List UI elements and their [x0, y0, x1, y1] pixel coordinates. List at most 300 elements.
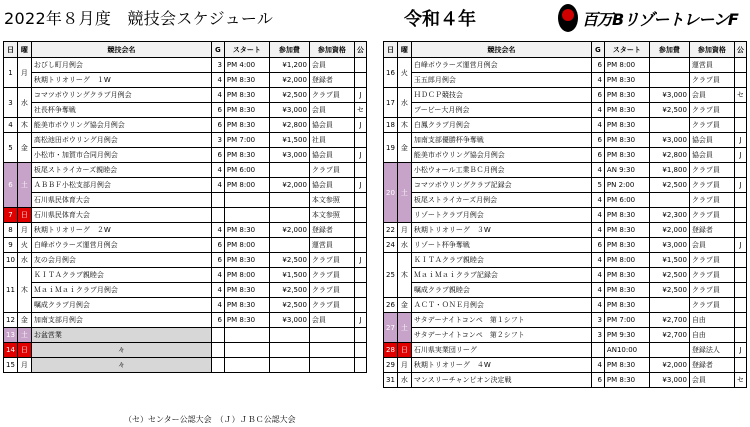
day-cell: 18	[384, 118, 398, 133]
fee-cell	[269, 358, 309, 373]
games-cell: 4	[591, 358, 604, 373]
official-cell: J	[354, 148, 366, 163]
games-cell: 3	[591, 313, 604, 328]
official-cell	[734, 163, 746, 178]
event-name-cell: 々	[31, 343, 211, 358]
event-name-cell: 小松ウォール工業ＢＣ月例会	[411, 163, 591, 178]
event-name-cell: ＡＢＢＦ小松支部月例会	[31, 178, 211, 193]
games-cell: 4	[591, 268, 604, 283]
official-cell	[354, 328, 366, 343]
official-cell: セ	[734, 373, 746, 388]
games-cell: 4	[591, 208, 604, 223]
weekday-cell: 月	[397, 358, 411, 373]
event-name-cell: 嘱成クラブ親睦会	[411, 283, 591, 298]
weekday-cell: 土	[397, 313, 411, 343]
official-cell	[354, 58, 366, 73]
fee-cell: ¥2,500	[649, 103, 689, 118]
schedule-row	[384, 358, 747, 373]
qualification-cell: クラブ員	[309, 88, 354, 103]
page-title: 2022年８月度 競技会スケジュール	[4, 9, 274, 28]
weekday-cell: 火	[397, 58, 411, 88]
weekday-cell: 木	[397, 253, 411, 298]
schedule-row	[384, 148, 747, 163]
event-name-cell: 石川県民体育大会	[31, 193, 211, 208]
schedule-table-right	[383, 41, 747, 388]
qualification-cell: 登録者	[689, 358, 734, 373]
event-name-cell: 友の会月例会	[31, 253, 211, 268]
day-cell: 16	[384, 58, 398, 88]
start-time-cell: PM 8:30	[604, 268, 649, 283]
header-start: スタート	[604, 42, 649, 58]
games-cell: 4	[591, 163, 604, 178]
official-cell: J	[354, 253, 366, 268]
schedule-row	[4, 313, 367, 328]
fee-cell: ¥2,500	[649, 268, 689, 283]
header-qualification: 参加資格	[309, 42, 354, 58]
day-cell: 31	[384, 373, 398, 388]
header-official: 公	[354, 42, 366, 58]
qualification-cell: 本文参照	[309, 193, 354, 208]
event-name-cell: 板尾ストライカーズ月例会	[411, 193, 591, 208]
games-cell: 4	[591, 118, 604, 133]
day-cell: 13	[4, 328, 18, 343]
qualification-cell	[309, 328, 354, 343]
schedule-row	[4, 58, 367, 73]
qualification-cell: クラブ員	[689, 73, 734, 88]
start-time-cell: PM 8:30	[224, 253, 269, 268]
day-cell: 19	[384, 133, 398, 163]
schedule-row	[384, 268, 747, 283]
official-cell: J	[734, 238, 746, 253]
schedule-row	[384, 283, 747, 298]
fee-cell: ¥2,000	[649, 358, 689, 373]
start-time-cell: PM 8:30	[604, 133, 649, 148]
games-cell	[591, 343, 604, 358]
weekday-cell: 金	[17, 133, 31, 163]
event-name-cell: ブービー大月例会	[411, 103, 591, 118]
day-cell: 11	[4, 268, 18, 313]
start-time-cell: PM 8:30	[604, 238, 649, 253]
schedule-row	[4, 328, 367, 343]
event-name-cell: ＭａｉＭａｉクラブ記録会	[411, 268, 591, 283]
fee-cell: ¥2,800	[269, 118, 309, 133]
schedule-row	[4, 88, 367, 103]
start-time-cell	[224, 328, 269, 343]
fee-cell: ¥2,300	[649, 208, 689, 223]
fee-cell	[649, 73, 689, 88]
header-fee: 参加費	[269, 42, 309, 58]
fee-cell: ¥3,000	[269, 313, 309, 328]
schedule-row	[384, 73, 747, 88]
official-cell	[354, 208, 366, 223]
official-cell: J	[734, 178, 746, 193]
official-cell: J	[734, 148, 746, 163]
day-cell: 24	[384, 238, 398, 253]
start-time-cell: PM 8:30	[224, 283, 269, 298]
games-cell: 4	[591, 253, 604, 268]
qualification-cell: クラブ員	[689, 193, 734, 208]
schedule-row	[384, 163, 747, 178]
qualification-cell: クラブ員	[689, 103, 734, 118]
start-time-cell: PM 8:30	[224, 298, 269, 313]
fee-cell: ¥2,000	[649, 223, 689, 238]
event-name-cell: ＭａｉＭａｉクラブ月例会	[31, 283, 211, 298]
event-name-cell: 能美市ボウリング協会月例会	[411, 148, 591, 163]
header-official: 公	[734, 42, 746, 58]
fee-cell	[269, 208, 309, 223]
official-cell	[354, 298, 366, 313]
event-name-cell: 秋期トリオリーグ ２W	[31, 223, 211, 238]
qualification-cell: 社員	[309, 133, 354, 148]
official-cell	[354, 223, 366, 238]
games-cell: 6	[211, 148, 224, 163]
official-cell	[354, 283, 366, 298]
official-cell	[734, 298, 746, 313]
weekday-cell: 月	[397, 223, 411, 238]
schedule-row	[384, 178, 747, 193]
qualification-cell: 登録者	[309, 223, 354, 238]
qualification-cell	[309, 343, 354, 358]
qualification-cell: 会員	[309, 313, 354, 328]
games-cell: 4	[591, 103, 604, 118]
start-time-cell: PM 6:00	[604, 193, 649, 208]
start-time-cell	[224, 358, 269, 373]
start-time-cell: AN10:00	[604, 343, 649, 358]
schedule-row	[4, 178, 367, 193]
fee-cell: ¥2,800	[649, 148, 689, 163]
event-name-cell: 加南支部優勝杯争奪戦	[411, 133, 591, 148]
start-time-cell: PM 8:00	[224, 238, 269, 253]
games-cell: 4	[591, 193, 604, 208]
start-time-cell: PM 8:30	[604, 118, 649, 133]
fee-cell: ¥2,500	[649, 178, 689, 193]
qualification-cell: クラブ員	[689, 283, 734, 298]
schedule-row	[4, 268, 367, 283]
fee-cell: ¥2,000	[269, 223, 309, 238]
event-name-cell: 能美市ボウリング協会月例会	[31, 118, 211, 133]
official-cell	[354, 73, 366, 88]
fee-cell: ¥2,000	[269, 73, 309, 88]
official-cell: J	[354, 88, 366, 103]
event-name-cell: リゾート杯争奪戦	[411, 238, 591, 253]
day-cell: 5	[4, 133, 18, 163]
day-cell: 6	[4, 163, 18, 208]
games-cell: 3	[211, 58, 224, 73]
schedule-row	[4, 298, 367, 313]
qualification-cell: 会員	[309, 58, 354, 73]
day-cell: 27	[384, 313, 398, 343]
official-cell	[734, 73, 746, 88]
start-time-cell: PM 8:30	[604, 298, 649, 313]
qualification-cell: クラブ員	[689, 253, 734, 268]
games-cell: 4	[211, 268, 224, 283]
games-cell	[211, 208, 224, 223]
qualification-cell: 本文参照	[309, 208, 354, 223]
official-cell: セ	[734, 88, 746, 103]
day-cell: 26	[384, 298, 398, 313]
qualification-cell: 会員	[689, 88, 734, 103]
fee-cell: ¥2,700	[649, 328, 689, 343]
brand-logo	[556, 2, 738, 34]
event-name-cell: サタデーナイトコンペ 第２シフト	[411, 328, 591, 343]
games-cell: 6	[591, 148, 604, 163]
event-name-cell: 社長杯争奪戦	[31, 103, 211, 118]
schedule-row	[4, 283, 367, 298]
qualification-cell: 協会員	[309, 148, 354, 163]
fee-cell	[649, 118, 689, 133]
games-cell: 4	[591, 283, 604, 298]
fee-cell	[649, 298, 689, 313]
qualification-cell: クラブ員	[309, 163, 354, 178]
official-cell: J	[354, 313, 366, 328]
qualification-cell	[309, 358, 354, 373]
official-cell: J	[734, 133, 746, 148]
start-time-cell: PM 8:00	[224, 268, 269, 283]
official-cell: J	[354, 178, 366, 193]
weekday-cell: 水	[397, 238, 411, 253]
weekday-cell: 日	[17, 208, 31, 223]
header-day: 日	[384, 42, 398, 58]
official-cell	[734, 283, 746, 298]
schedule-row	[384, 313, 747, 328]
official-cell	[734, 358, 746, 373]
games-cell: 6	[591, 238, 604, 253]
qualification-cell: クラブ員	[689, 118, 734, 133]
event-name-cell: 石川県実業団リーグ	[411, 343, 591, 358]
event-name-cell: ＨＤＣＰ競技会	[411, 88, 591, 103]
fee-cell	[269, 328, 309, 343]
fee-cell: ¥2,000	[269, 178, 309, 193]
weekday-cell: 水	[397, 373, 411, 388]
weekday-cell: 月	[17, 58, 31, 88]
qualification-cell: 登録法人	[689, 343, 734, 358]
official-cell	[354, 193, 366, 208]
table-header-row	[384, 42, 747, 58]
weekday-cell: 土	[17, 328, 31, 343]
games-cell: 6	[591, 88, 604, 103]
start-time-cell: PM 8:30	[604, 73, 649, 88]
fee-cell	[269, 193, 309, 208]
start-time-cell: PM 8:30	[604, 103, 649, 118]
games-cell: 6	[211, 103, 224, 118]
fee-cell: ¥1,500	[269, 268, 309, 283]
event-name-cell: 秋期トリオリーグ １W	[31, 73, 211, 88]
event-name-cell: 秋期トリオリーグ ３W	[411, 223, 591, 238]
schedule-row	[384, 298, 747, 313]
games-cell	[211, 193, 224, 208]
header-fee: 参加費	[649, 42, 689, 58]
weekday-cell: 日	[17, 343, 31, 358]
day-cell: 9	[4, 238, 18, 253]
weekday-cell: 木	[17, 118, 31, 133]
fee-cell: ¥1,800	[649, 163, 689, 178]
qualification-cell: 会員	[689, 238, 734, 253]
schedule-row	[384, 253, 747, 268]
start-time-cell: PM 8:30	[224, 88, 269, 103]
games-cell: 4	[211, 163, 224, 178]
official-cell	[354, 358, 366, 373]
fee-cell: ¥3,000	[649, 88, 689, 103]
qualification-cell: 自由	[689, 328, 734, 343]
day-cell: 28	[384, 343, 398, 358]
official-cell	[354, 238, 366, 253]
qualification-cell: 登録者	[309, 73, 354, 88]
qualification-cell: クラブ員	[689, 268, 734, 283]
qualification-cell: クラブ員	[309, 283, 354, 298]
qualification-cell: 自由	[689, 313, 734, 328]
event-name-cell: 高松池田ボウリング月例会	[31, 133, 211, 148]
qualification-cell: 会員	[689, 373, 734, 388]
official-cell	[734, 118, 746, 133]
event-name-cell: ＡＣＴ・ＯＮＥ月例会	[411, 298, 591, 313]
event-name-cell: マンスリーチャンピオン決定戦	[411, 373, 591, 388]
event-name-cell: 加南支部月例会	[31, 313, 211, 328]
games-cell: 6	[211, 253, 224, 268]
start-time-cell: PM 8:30	[224, 313, 269, 328]
event-name-cell: おびし町月例会	[31, 58, 211, 73]
event-name-cell: コマツボウリングクラブ月例会	[31, 88, 211, 103]
schedule-row	[384, 58, 747, 73]
start-time-cell: PM 8:30	[604, 148, 649, 163]
day-cell: 29	[384, 358, 398, 373]
day-cell: 7	[4, 208, 18, 223]
schedule-row	[4, 238, 367, 253]
qualification-cell: 会員	[309, 103, 354, 118]
event-name-cell: 石川県民体育大会	[31, 208, 211, 223]
weekday-cell: 火	[17, 238, 31, 253]
schedule-table-left	[3, 41, 367, 373]
games-cell: 6	[211, 118, 224, 133]
day-cell: 22	[384, 223, 398, 238]
schedule-row	[4, 163, 367, 178]
day-cell: 12	[4, 313, 18, 328]
fee-cell: ¥2,500	[269, 283, 309, 298]
games-cell: 6	[211, 313, 224, 328]
event-name-cell: 板尾ストライカーズ親睦会	[31, 163, 211, 178]
start-time-cell: PM 7:00	[224, 133, 269, 148]
start-time-cell: PM 7:00	[604, 313, 649, 328]
weekday-cell: 土	[17, 163, 31, 208]
day-cell: 1	[4, 58, 18, 88]
event-name-cell: 白峰ボウラーズ運営月例会	[31, 238, 211, 253]
header-start: スタート	[224, 42, 269, 58]
start-time-cell: PM 8:00	[604, 253, 649, 268]
event-name-cell: 々	[31, 358, 211, 373]
start-time-cell: PM 8:30	[224, 73, 269, 88]
event-name-cell: 小松市・加賀市合同月例会	[31, 148, 211, 163]
official-cell: J	[354, 118, 366, 133]
official-cell	[734, 223, 746, 238]
bowling-pin-icon	[556, 2, 580, 34]
header-games: G	[211, 42, 224, 58]
start-time-cell: PM 9:30	[604, 328, 649, 343]
start-time-cell: PM 8:30	[224, 148, 269, 163]
qualification-cell: 協会員	[689, 148, 734, 163]
official-cell	[734, 208, 746, 223]
logo-text: 百万BリゾートレーンF	[582, 10, 738, 29]
day-cell: 20	[384, 163, 398, 223]
footer-legend: （セ）センター公認大会 （Ｊ）ＪＢＣ公認大会	[124, 415, 296, 424]
weekday-cell: 金	[17, 313, 31, 328]
start-time-cell: PM 8:30	[604, 88, 649, 103]
official-cell	[734, 58, 746, 73]
start-time-cell: PM 8:30	[604, 358, 649, 373]
day-cell: 14	[4, 343, 18, 358]
start-time-cell: PM 8:30	[224, 103, 269, 118]
header-day: 日	[4, 42, 18, 58]
weekday-cell: 金	[397, 298, 411, 313]
day-cell: 3	[4, 88, 18, 118]
games-cell: 4	[211, 178, 224, 193]
qualification-cell: クラブ員	[309, 298, 354, 313]
official-cell	[734, 313, 746, 328]
start-time-cell: PM 4:00	[224, 58, 269, 73]
games-cell	[211, 343, 224, 358]
day-cell: 15	[4, 358, 18, 373]
schedule-row	[384, 223, 747, 238]
fee-cell	[649, 58, 689, 73]
day-cell: 10	[4, 253, 18, 268]
games-cell	[211, 328, 224, 343]
fee-cell	[269, 343, 309, 358]
start-time-cell	[224, 208, 269, 223]
fee-cell: ¥2,500	[269, 88, 309, 103]
qualification-cell: クラブ員	[309, 253, 354, 268]
official-cell	[354, 268, 366, 283]
schedule-row	[4, 253, 367, 268]
weekday-cell: 水	[17, 88, 31, 118]
games-cell: 3	[591, 328, 604, 343]
header-name: 競技会名	[31, 42, 211, 58]
schedule-row	[384, 373, 747, 388]
start-time-cell: PM 8:30	[604, 283, 649, 298]
start-time-cell: PM 8:30	[604, 208, 649, 223]
header-qualification: 参加資格	[689, 42, 734, 58]
games-cell: 4	[211, 223, 224, 238]
era-year: 令和４年	[404, 9, 476, 30]
games-cell: 4	[211, 283, 224, 298]
header-dow: 曜	[397, 42, 411, 58]
schedule-row	[4, 193, 367, 208]
schedule-row	[4, 343, 367, 358]
qualification-cell: 登録者	[689, 223, 734, 238]
event-name-cell: 玉五郎月例会	[411, 73, 591, 88]
fee-cell: ¥3,000	[649, 133, 689, 148]
day-cell: 25	[384, 253, 398, 298]
schedule-row	[4, 208, 367, 223]
day-cell: 4	[4, 118, 18, 133]
weekday-cell: 金	[397, 133, 411, 163]
day-cell: 8	[4, 223, 18, 238]
fee-cell: ¥1,500	[649, 253, 689, 268]
official-cell	[734, 103, 746, 118]
weekday-cell: 月	[17, 358, 31, 373]
official-cell	[354, 163, 366, 178]
qualification-cell: クラブ員	[689, 208, 734, 223]
fee-cell	[269, 163, 309, 178]
day-cell: 17	[384, 88, 398, 118]
fee-cell: ¥2,500	[269, 253, 309, 268]
weekday-cell: 土	[397, 163, 411, 223]
games-cell: 6	[591, 373, 604, 388]
games-cell: 4	[211, 73, 224, 88]
official-cell	[734, 328, 746, 343]
weekday-cell: 月	[17, 223, 31, 238]
weekday-cell: 水	[397, 88, 411, 118]
fee-cell: ¥3,000	[269, 103, 309, 118]
qualification-cell: 運営員	[309, 238, 354, 253]
schedule-row	[384, 118, 747, 133]
